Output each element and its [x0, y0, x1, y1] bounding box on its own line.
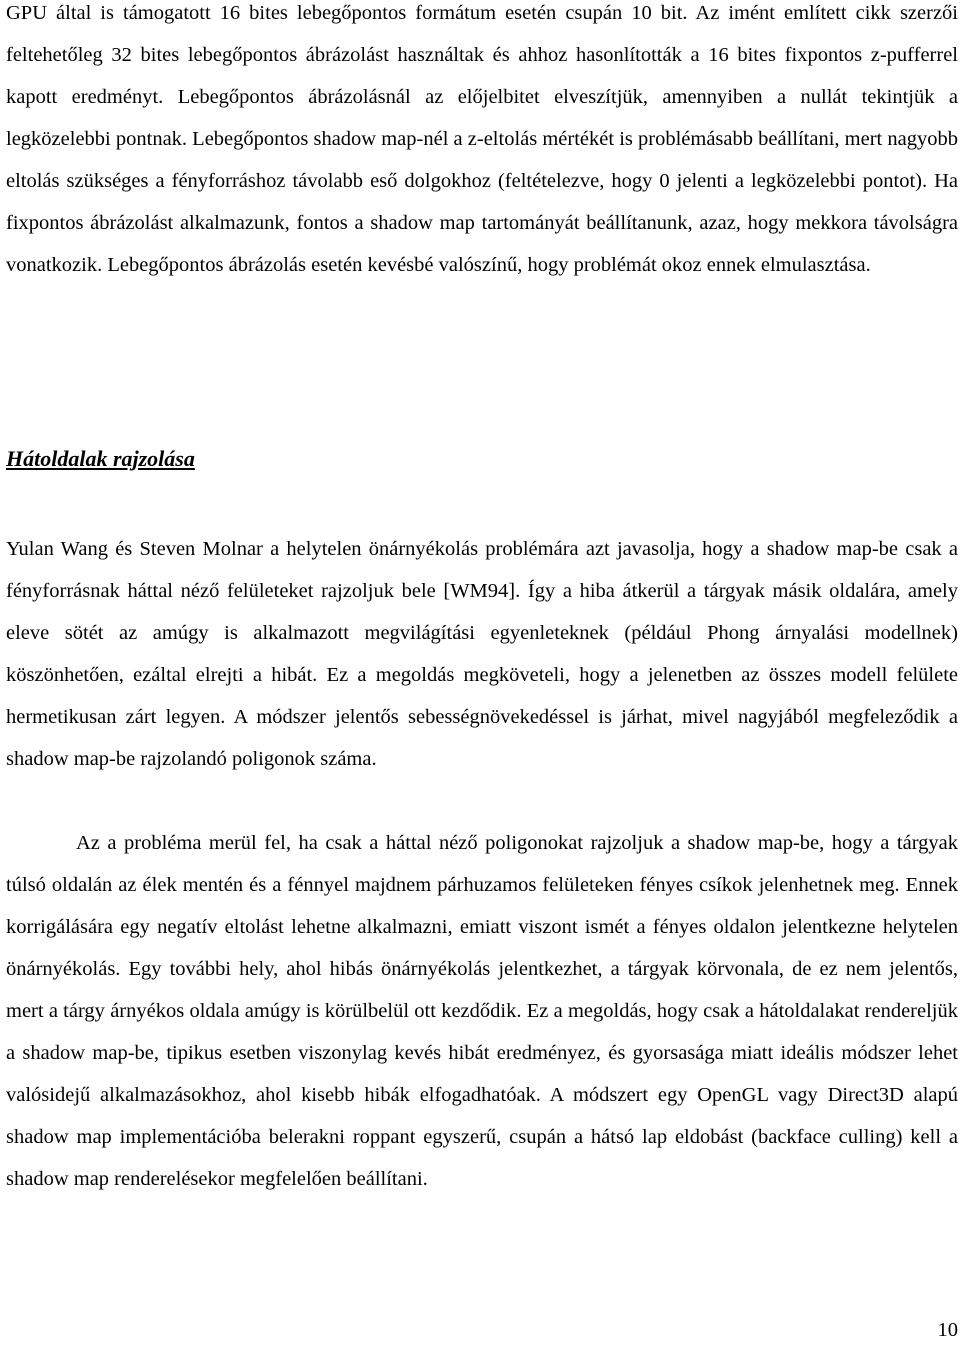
paragraph-backface-method: Yulan Wang és Steven Molnar a helytelen önárnyékolás problémára azt javasolja, hogy a shadow map-be csak a fényforrásnak háttal néző felületeket rajzoljuk bele [WM94]. Így a hiba átkerül a tárgyak másik oldalára, amely eleve sötét az amúgy is alkalmazott megvilágítási egyenleteknek (például Phong árnyalási modellnek) köszönhetően, ezáltal elrejti a hibát. Ez a megoldás megköveteli, hogy a jelenetben az összes modell felülete hermetikusan zárt legyen. A módszer jelentős sebességnövekedéssel is járhat, mivel nagyjából megfeleződik a shadow map-be rajzolandó poligonok száma. — [6, 538, 958, 770]
paragraph-floating-point: GPU által is támogatott 16 bites lebegőpontos formátum esetén csupán 10 bit. Az imént említett cikk szerzői feltehetőleg 32 bites lebegőpontos ábrázolást használtak és ahhoz hasonlították a 16 bites fixpontos z-pufferrel kapott eredményt. Lebegőpontos ábrázolásnál az előjelbitet elveszítjük, amennyiben a nullát tekintjük a legközelebbi pontnak. Lebegőpontos shadow map-nél a z-eltolás mértékét is problémásabb beállítani, mert nagyobb eltolás szükséges a fényforráshoz távolabb eső dolgokhoz (feltételezve, hogy 0 jelenti a legközelebbi pontot). Ha fixpontos ábrázolást alkalmazunk, fontos a shadow map tartományát beállítanunk, azaz, hogy mekkora távolságra vonatkozik. Lebegőpontos ábrázolás esetén kevésbé valószínű, hogy problémát okoz ennek elmulasztása. — [6, 2, 958, 276]
section-heading: Hátoldalak rajzolása — [6, 446, 195, 471]
page-number: 10 — [937, 1319, 958, 1341]
paragraph-backface-problem: Az a probléma merül fel, ha csak a háttal néző poligonokat rajzoljuk a shadow map-be, hogy a tárgyak túlsó oldalán az élek mentén és a fénnyel majdnem párhuzamos felületeken fényes csíkok jelenhetnek meg. Ennek korrigálására egy negatív eltolást lehetne alkalmazni, emiatt viszont ismét a fényes oldalon jelentkezne helytelen önárnyékolás. Egy további hely, ahol hibás önárnyékolás jelentkezhet, a tárgyak körvonala, de ez nem jelentős, mert a tárgy árnyékos oldala amúgy is körülbelül ott kezdődik. Ez a megoldás, hogy csak a hátoldalakat rendereljük a shadow map-be, tipikus esetben viszonylag kevés hibát eredményez, és gyorsasága miatt ideális módszer lehet valósidejű alkalmazásokhoz, ahol kisebb hibák elfogadhatóak. A módszert egy OpenGL vagy Direct3D alapú shadow map implementációba belerakni roppant egyszerű, csupán a hátsó lap eldobást (backface culling) kell a shadow map renderelésekor megfelelően beállítani. — [6, 832, 958, 1190]
